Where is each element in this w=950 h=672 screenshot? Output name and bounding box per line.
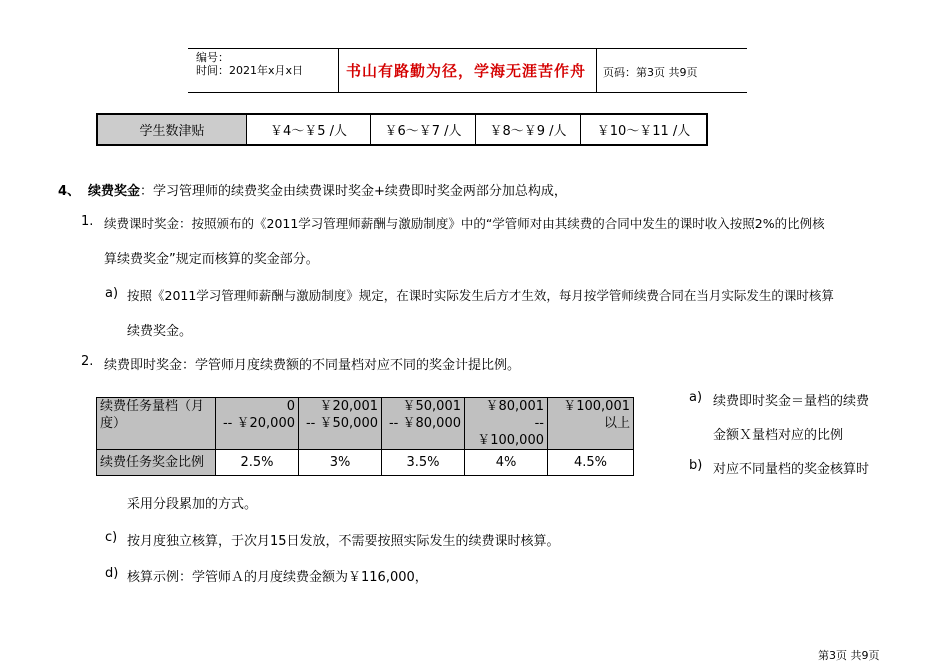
note-a-line2: 金额Ｘ量档对应的比例 [713,428,844,443]
header-page-info: 页码：第3页 共9页 [603,66,698,79]
note-b-line1: 对应不同量档的奖金核算时 [713,462,870,477]
item-2-text: 续费即时奖金：学管师月度续费额的不同量档对应不同的奖金计提比例。 [104,358,521,373]
header-time: 时间：2021年x月x日 [196,64,304,77]
item-d-text: 核算示例：学管师Ａ的月度续费金额为￥116,000， [127,570,428,585]
table-cell-label: 学生数津贴 [97,114,247,145]
item-2-number: 2. [81,354,94,369]
tier-to: -- ￥20,000 [222,416,295,431]
table-cell: ￥6～￥7 /人 [371,114,476,145]
tier-cell [382,398,465,450]
section-text: ：学习管理师的续费奖金由续费课时奖金+续费即时奖金两部分加总构成， [140,184,567,199]
tier-from: ￥20,001 [319,399,378,414]
header-divider [596,48,597,92]
table-cell: ￥8～￥9 /人 [476,114,581,145]
tier-cell [465,398,548,450]
item-c-text: 按月度独立核算，于次月15日发放，不需要按照实际发生的续费课时核算。 [127,534,560,549]
rate-cell: 3.5% [382,450,465,476]
tier-to: -- ￥50,000 [305,416,378,431]
tier-from: ￥80,001 [485,399,544,414]
tier-to: -- ￥100,000 [477,416,544,448]
section-title: 续费奖金 [88,184,141,199]
header-bottom-rule [188,92,747,93]
renewal-bonus-table [96,397,634,476]
note-b-label: b) [689,458,703,473]
rate-cell: 4.5% [548,450,634,476]
header-motto: 书山有路勤为径，学海无涯苦作舟 [346,62,587,80]
note-a-label: a) [689,390,703,405]
item-1a-line1: 按照《2011学习管理师薪酬与激励制度》规定，在课时实际发生后方才生效，每月按学管师续费合同在当月实际发生的课时核算 [127,288,834,303]
rate-cell: 3% [299,450,382,476]
tier-from: ￥50,001 [402,399,461,414]
table-cell: ￥4～￥5 /人 [247,114,371,145]
item-1a-label: a) [105,286,119,301]
tier-from: 0 [286,399,295,414]
rate-cell: 4% [465,450,548,476]
table-row [97,398,634,450]
item-d-label: d) [105,566,119,581]
item-c-label: c) [105,530,118,545]
section-4-paragraph [58,180,567,199]
tier-from: ￥100,001 [563,399,630,414]
table-cell-label: 续费任务奖金比例 [97,450,216,476]
note-a-line1: 续费即时奖金＝量档的续费 [713,394,870,409]
note-b-continued: 采用分段累加的方式。 [127,497,258,512]
header-top-rule [188,48,747,49]
tier-to: 以上 [603,416,630,431]
table-cell-label: 续费任务量档（月度） [97,398,216,450]
section-number: 4、 [58,184,81,199]
item-1a-line2: 续费奖金。 [127,324,193,339]
tier-cell [216,398,299,450]
header-code-label: 编号： [196,51,229,64]
tier-to: -- ￥80,000 [388,416,461,431]
table-row [97,450,634,476]
item-1-line1: 续费课时奖金：按照颁布的《2011学习管理师薪酬与激励制度》中的“学管师对由其续费的合同中发生的课时收入按照2%的比例核 [104,216,825,231]
rate-cell: 2.5% [216,450,299,476]
item-1-number: 1. [81,214,94,229]
item-1-line2: 算续费奖金”规定而核算的奖金部分。 [104,252,319,267]
tier-cell [299,398,382,450]
student-subsidy-table [96,113,708,146]
table-cell: ￥10～￥11 /人 [581,114,708,145]
table-row [97,114,707,145]
header-divider [338,48,339,92]
page-footer: 第3页 共9页 [818,649,880,662]
tier-cell [548,398,634,450]
